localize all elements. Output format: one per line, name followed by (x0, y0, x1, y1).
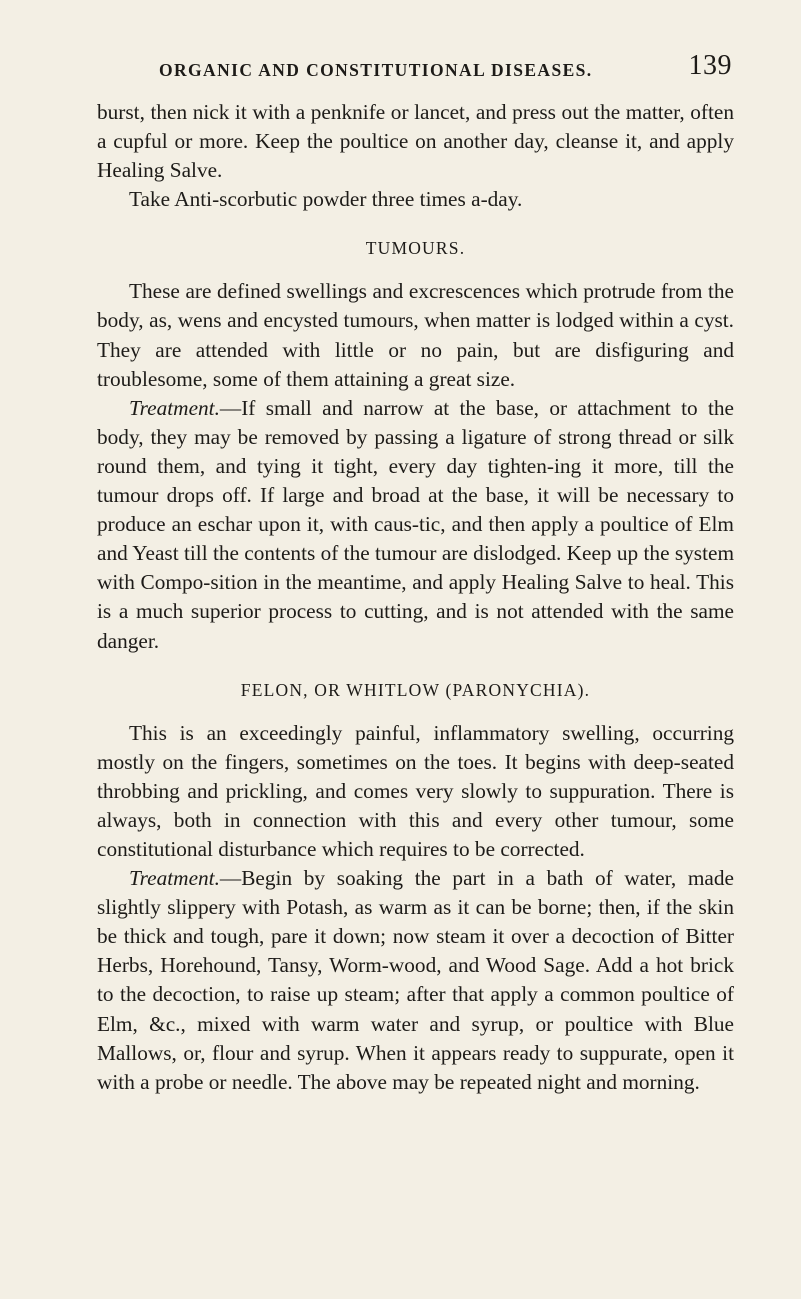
intro-paragraph: burst, then nick it with a penknife or lancet, and press out the matter, often a cupful or more. Keep the poultice on another day, cleanse it, and apply Healing Salve. (97, 100, 734, 183)
running-title: ORGANIC AND CONSTITUTIONAL DISEASES. (159, 60, 593, 80)
treatment-text: —Begin by soaking the part in a bath of water, made slightly slippery with Potash, as warm as it can be borne; then, if the skin be thick and tough, pare it down; now steam it over a decoction of Bitter Herbs, Horehound, Tansy, Worm-wood, and Wood Sage. Add a hot brick to the decoction, to raise up steam; after that apply a common poultice of Elm, &c., mixed with warm water and syrup, or poultice with Blue Mallows, or, flour and syrup. When it appears ready to suppurate, open it with a probe or needle. The above may be repeated night and morning. (97, 866, 734, 1094)
tumours-description: These are defined swellings and excrescences which protrude from the body, as, wens and encysted tumours, when matter is lodged within a cyst. They are attended with little or no pain, but are disfiguring and troublesome, some of them attaining a great size. (97, 279, 734, 391)
running-head (97, 50, 734, 90)
treatment-label: Treatment. (129, 395, 220, 420)
body-text (97, 98, 734, 1097)
felon-description: This is an exceedingly painful, inflammatory swelling, occurring mostly on the fingers, sometimes on the toes. It begins with deep-seated throbbing and prickling, and comes very slowly to suppuration. There is always, both in connection with this and every other tumour, some constitutional disturbance which requires to be corrected. (97, 720, 734, 861)
intro-paragraph-2: Take Anti-scorbutic powder three times a-day. (129, 187, 523, 212)
treatment-text: —If small and narrow at the base, or attachment to the body, they may be removed by passing a ligature of strong thread or silk round them, and tying it tight, every day tighten-ing it more, till the tumour drops off. If large and broad at the base, it will be necessary to produce an eschar upon it, with caus-tic, and then apply a poultice of Elm and Yeast till the contents of the tumour are dislodged. Keep up the system with Compo-sition in the meantime, and apply Healing Salve to heal. This is a much superior process to cutting, and is not attended with the same danger. (97, 395, 735, 653)
page-number: 139 (688, 50, 732, 81)
felon-treatment (97, 864, 734, 1097)
tumours-treatment (97, 394, 734, 656)
section-heading-felon: FELON, OR WHITLOW (PARONYCHIA). (240, 679, 591, 700)
treatment-label: Treatment. (129, 866, 220, 891)
section-heading-tumours: TUMOURS. (365, 238, 466, 259)
